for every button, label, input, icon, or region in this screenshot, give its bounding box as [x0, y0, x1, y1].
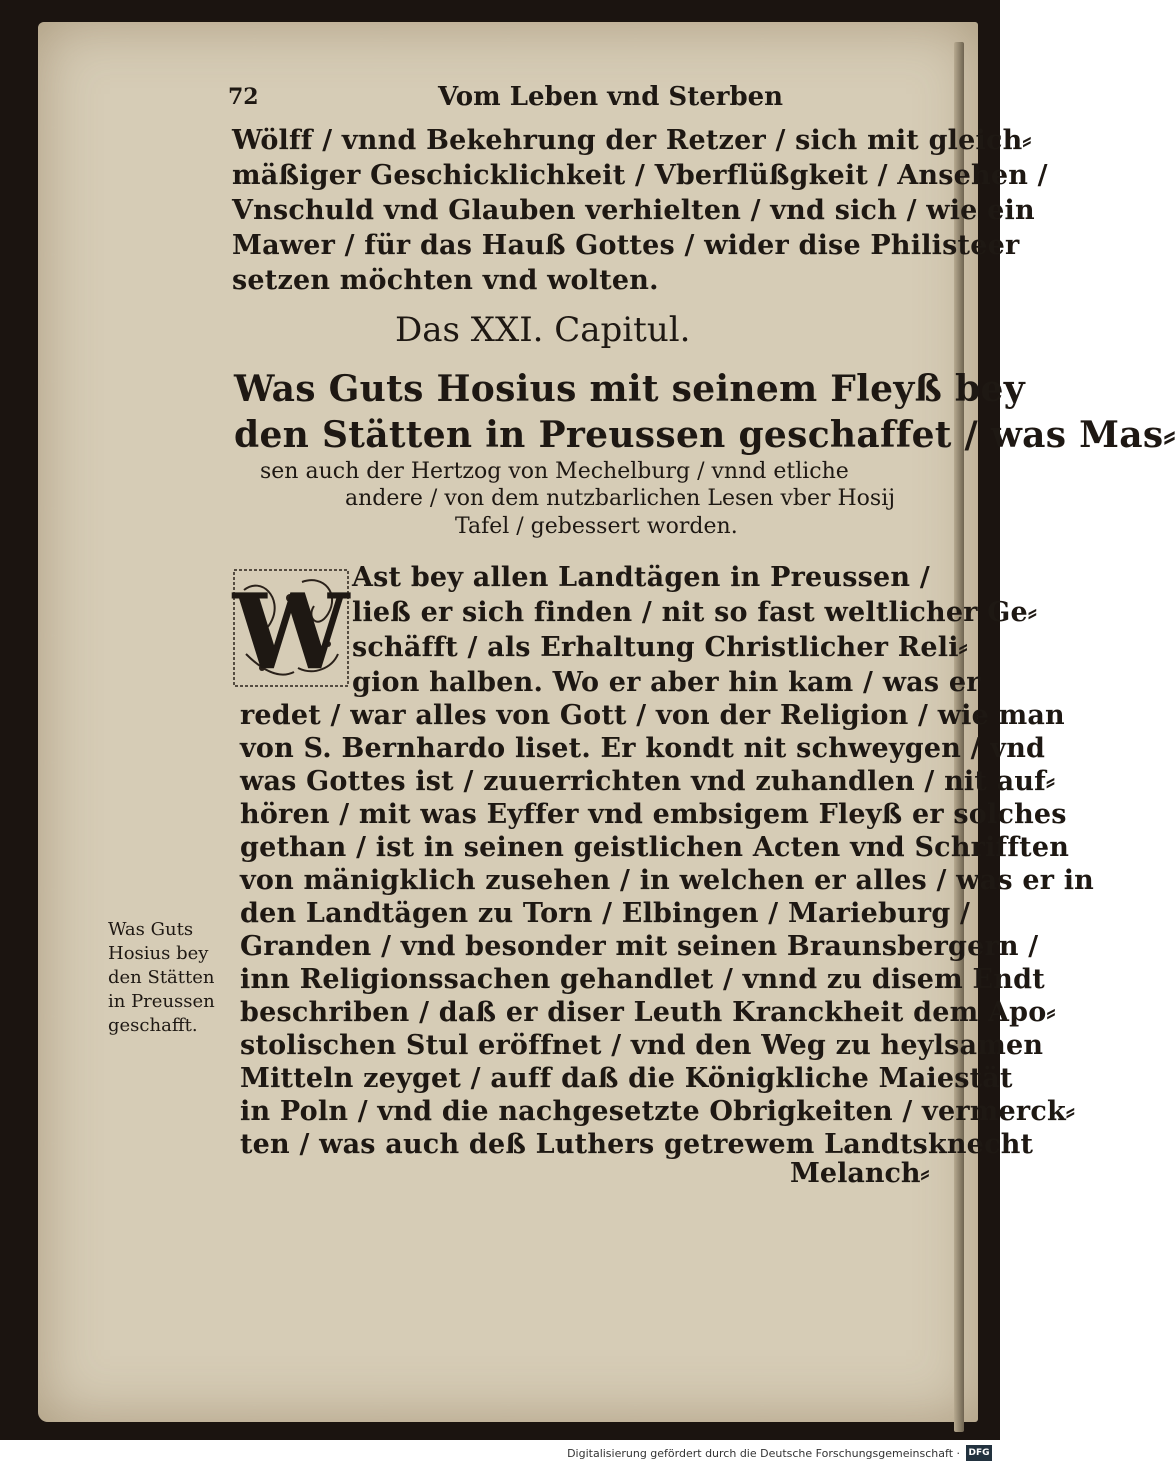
body-line: Mitteln zeyget / auff daß die Königkliche Maiestät: [240, 1063, 1013, 1094]
chapter-title-line: den Stätten in Preussen geschaffet / was Mas⸗: [234, 414, 1176, 456]
body-line: hören / mit was Eyffer vnd embsigem Fleyß er solches: [240, 799, 1067, 830]
chapter-title-line: Was Guts Hosius mit seinem Fleyß bey: [234, 368, 1025, 410]
body-line: ließ er sich finden / nit so fast weltlicher Ge⸗: [352, 597, 1038, 628]
marginal-note-line: den Stätten: [108, 967, 215, 988]
running-title: Vom Leben vnd Sterben: [438, 82, 784, 112]
body-top-line: Wölff / vnnd Bekehrung der Retzer / sich mit gleich⸗: [232, 125, 1032, 156]
body-top-line: setzen möchten vnd wolten.: [232, 265, 659, 296]
digitization-credit: Digitalisierung gefördert durch die Deutsche Forschungsgemeinschaft ·: [567, 1447, 960, 1460]
marginal-note: [108, 918, 238, 1038]
chapter-title-line: andere / von dem nutzbarlichen Lesen vber Hosij: [345, 486, 896, 511]
body-line: beschriben / daß er diser Leuth Kranckheit dem Apo⸗: [240, 997, 1056, 1028]
body-line: von S. Bernhardo liset. Er kondt nit schweygen / vnd: [240, 733, 1046, 764]
body-line: was Gottes ist / zuuerrichten vnd zuhandlen / nit auf⸗: [240, 766, 1056, 797]
marginal-note-line: Hosius bey: [108, 943, 209, 964]
marginal-note-line: in Preussen: [108, 991, 215, 1012]
chapter-title-line: Tafel / gebessert worden.: [455, 514, 738, 539]
dfg-logo: DFG: [966, 1445, 992, 1461]
body-line: schäfft / als Erhaltung Christlicher Reli⸗: [352, 632, 968, 663]
chapter-number: Das XXI. Capitul.: [395, 310, 691, 350]
body-top-line: mäßiger Geschicklichkeit / Vberflüßgkeit / Ansehen /: [232, 160, 1048, 191]
body-line: stolischen Stul eröffnet / vnd den Weg zu heylsamen: [240, 1030, 1044, 1061]
drop-cap-letter: W: [232, 570, 350, 693]
body-line: inn Religionssachen gehandlet / vnnd zu disem Endt: [240, 964, 1045, 995]
drop-cap-ornament: [232, 568, 350, 693]
body-line: Ast bey allen Landtägen in Preussen /: [352, 562, 930, 593]
marginal-note-line: Was Guts: [108, 919, 194, 940]
body-line: von mänigklich zusehen / in welchen er alles / was er in: [240, 865, 1095, 896]
catchword: Melanch⸗: [790, 1158, 930, 1189]
marginal-note-line: geschafft.: [108, 1015, 198, 1036]
body-line: gion halben. Wo er aber hin kam / was er: [352, 667, 981, 698]
body-top-line: Vnschuld vnd Glauben verhielten / vnd sich / wie ein: [232, 195, 1035, 226]
footer-strip: [0, 1440, 1000, 1469]
body-line: ten / was auch deß Luthers getrewem Landtsknecht: [240, 1129, 1034, 1160]
body-line: gethan / ist in seinen geistlichen Acten vnd Schrifften: [240, 832, 1070, 863]
running-head: [228, 82, 788, 122]
ornamental-drop-cap: [232, 568, 350, 693]
body-line: den Landtägen zu Torn / Elbingen / Marieburg /: [240, 898, 971, 929]
chapter-title-line: sen auch der Hertzog von Mechelburg / vnnd etliche: [260, 459, 849, 484]
body-line: redet / war alles von Gott / von der Religion / wie man: [240, 700, 1065, 731]
body-line: in Poln / vnd die nachgesetzte Obrigkeiten / vermerck⸗: [240, 1096, 1076, 1127]
body-line: Granden / vnd besonder mit seinen Braunsbergern /: [240, 931, 1039, 962]
page-number: 72: [228, 84, 259, 110]
body-top-line: Mawer / für das Hauß Gottes / wider dise Philisteer: [232, 230, 1020, 261]
